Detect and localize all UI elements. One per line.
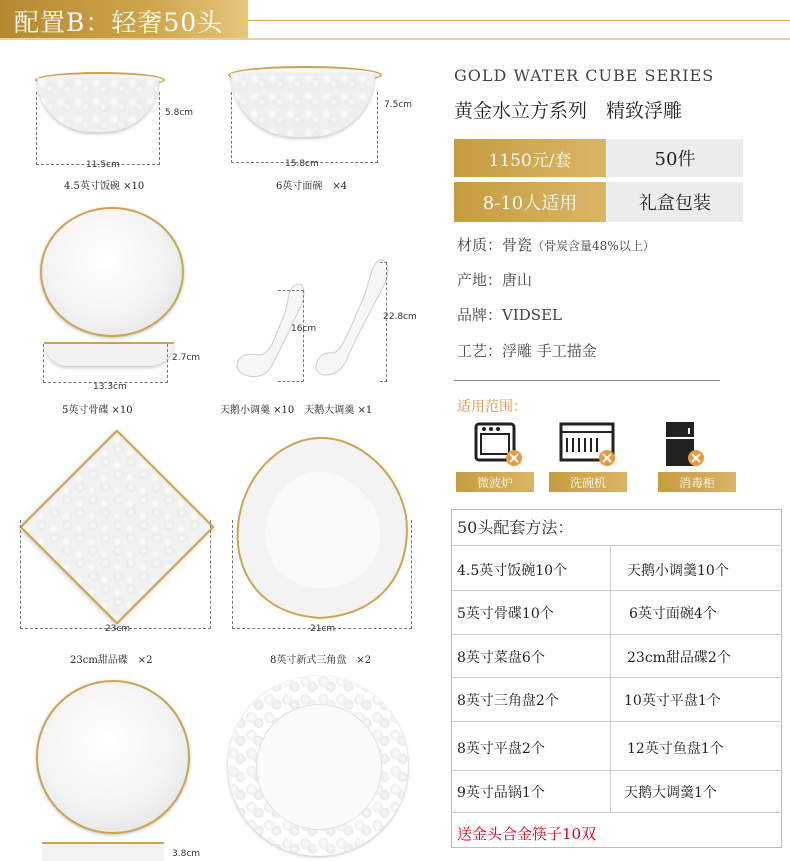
microwave-appliance [456,420,534,488]
origin-row [457,269,532,290]
config-cell: 12英寸鱼盘1个 [627,741,724,757]
rice-bowl-width-line [36,92,160,165]
material-value: 骨瓷 [502,236,533,254]
config-cell: 8英寸三角盘2个 [457,693,559,709]
round-plate-image [36,680,190,834]
bone-plate-width: 13.3cm [93,382,127,392]
config-cell: 5英寸骨碟10个 [457,606,554,622]
table-divider [451,770,782,771]
material-label: 材质： [457,236,503,254]
config-cell: 23cm甜品碟2个 [627,650,731,666]
bottom-plate-side-image [42,842,164,861]
table-divider [451,590,782,591]
bone-plate-height: 2.7cm [172,353,201,363]
table-divider [451,721,782,722]
rice-bowl-caption: 4.5英寸饭碗 ×10 [64,181,145,192]
price-tag: 1150元/套 [454,139,606,177]
config-cell: 天鹅小调羹10个 [627,563,729,579]
origin-label: 产地： [457,271,503,289]
package-tag: 礼盒包装 [607,182,743,222]
noodle-bowl-width-line [231,92,378,163]
gift-note: 送金头合金筷子10双 [457,825,597,843]
series-chinese: 黄金水立方系列 精致浮雕 [454,100,683,122]
brand-label: 品牌： [457,306,503,324]
brand-row [457,304,562,325]
brand-value: VIDSEL [502,306,562,324]
craft-row [457,340,597,361]
pieces-tag: 50件 [607,139,743,177]
material-note: （骨炭含量48%以上） [532,239,655,253]
triangle-plate-width: 21cm [310,624,336,634]
bottom-plate-height: 3.8cm [172,849,201,859]
config-cell: 天鹅大调羹1个 [624,785,717,801]
header-underline [0,38,790,40]
config-cell: 10英寸平盘1个 [624,693,721,709]
series-english: GOLD WATER CUBE SERIES [454,66,715,85]
table-divider [451,634,782,635]
square-plate-caption: 23cm甜品碟 ×2 [70,655,153,666]
config-cell: 6英寸面碗4个 [629,606,717,622]
triangle-plate-caption: 8英寸新式三角盘 ×2 [270,655,372,666]
oven-icon [456,420,534,468]
table-divider [451,677,782,678]
bone-plate-dim-line [43,344,168,383]
large-spoon-dim-line [380,262,387,382]
suitable-label: 适用范围： [457,399,527,415]
small-spoon-dim-line [278,290,304,382]
rice-bowl-width: 11.5cm [86,160,120,170]
craft-label: 工艺： [457,342,503,360]
noodle-bowl-height: 7.5cm [384,100,413,110]
spoons-caption: 天鹅小调羹 ×10 天鹅大调羹 ×1 [220,405,373,416]
table-divider [451,545,782,546]
square-plate-width: 23cm [105,624,131,634]
config-cell: 8英寸平盘2个 [457,741,545,757]
page-title: 配置B：轻奢50头 [14,8,224,37]
sterilizer-label: 消毒柜 [658,472,736,492]
square-plate-dim-line [20,520,211,629]
table-divider [451,812,782,813]
rice-bowl-height: 5.8cm [165,108,194,118]
origin-value: 唐山 [502,271,533,289]
craft-value: 浮雕 手工描金 [502,342,597,360]
large-spoon-length: 22.8cm [383,312,417,322]
noodle-bowl-caption: 6英寸面碗 ×4 [276,181,348,192]
flat-plate-inner [256,704,382,830]
microwave-label: 微波炉 [456,472,534,492]
config-cell: 8英寸菜盘6个 [457,650,545,666]
people-tag: 8-10人适用 [454,182,606,222]
bone-plate-caption: 5英寸骨碟 ×10 [62,405,133,416]
config-cell: 4.5英寸饭碗10个 [457,563,568,579]
dishwasher-icon [549,420,627,468]
table-column-divider [610,545,611,812]
noodle-bowl-width: 15.8cm [285,159,319,169]
swan-spoons-image [225,255,400,385]
config-title: 50头配套方法： [457,518,574,537]
material-row [457,234,655,255]
small-spoon-length: 16cm [291,324,317,334]
page-header [0,0,790,42]
triangle-plate-dim-line [232,520,412,629]
dishwasher-appliance [549,420,627,488]
cabinet-icon [658,420,736,468]
spec-divider [454,380,720,381]
sterilizer-appliance [658,420,736,488]
bone-plate-image [40,207,184,337]
config-cell: 9英寸品锅1个 [457,785,545,801]
header-rule [248,20,790,21]
dishwasher-label: 洗碗机 [549,472,627,492]
